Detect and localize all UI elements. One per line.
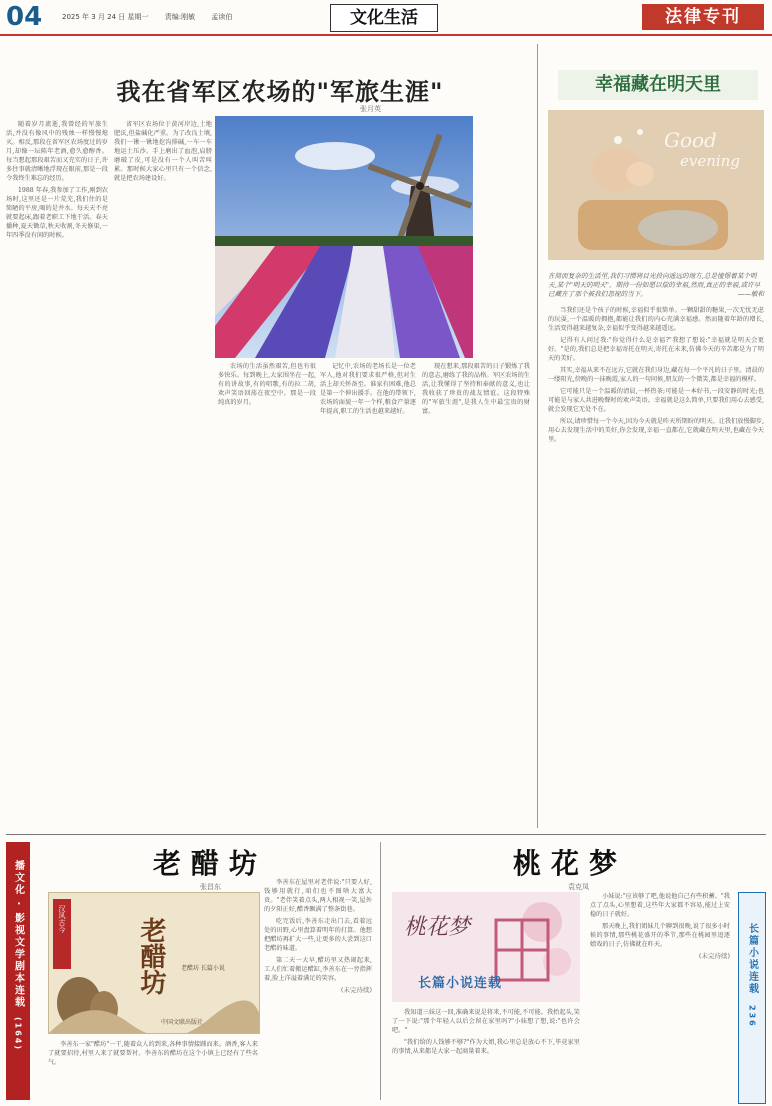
article3-paragraph: 吃完饭后,李善东走出门去,看着远处的田野,心里盘算着明年的打算。他想把醋坊再扩大一些,让更多的人尝到这口老醋的味道。 (264, 918, 372, 952)
article3-ending: (未完待续) (340, 986, 372, 994)
article4-paragraph: 小妹说:"应该够了吧,他说他自己有些积蓄。"我点了点头,心里想着,这些年大家都不容易,能过上安稳的日子就好。 (590, 893, 730, 918)
photo-overlay-word: evening (680, 152, 740, 170)
photo-overlay-word-good: Good (664, 128, 717, 152)
article1-paragraph: 现在想来,那段艰苦的日子锻炼了我的意志,磨练了我的品格。军区农场的生活,让我懂得了坚持和奉献的意义,也让我收获了珍贵的战友情谊。这段特殊的"军旅生涯",是我人生中最宝贵的财富。 (422, 363, 530, 415)
article3-sidebar (6, 842, 30, 1100)
article2-paragraph: 其实,幸福从来不在远方,它就在我们身边,藏在每一个平凡的日子里。清晨的一缕阳光,傍晚的一抹晚霞,家人的一句问候,朋友的一个微笑,都是幸福的模样。 (548, 367, 764, 383)
article4-author: 袁克凤 (568, 883, 589, 891)
article4-column-2 (590, 892, 730, 1102)
article2-paragraph: 当我们还是个孩子的时候,幸福似乎很简单。一颗甜甜的糖果,一次无忧无虑的玩耍,一个温暖的拥抱,都能让我们的内心充满幸福感。然而随着年龄的增长,生活变得越来越复杂,幸福似乎变得越来越遥远。 (548, 307, 764, 332)
issue-date: 2025 年 3 月 24 日 星期一 (62, 13, 149, 21)
article1-column-2 (114, 120, 212, 672)
article4-paragraph: 我知道三妹这一回,准确来说是将来,不可能,不可能。我抬起头,笑了一下说:"那个年轻人以后会留在家里吗?"小妹想了想,说:"也许会吧。" (392, 1009, 580, 1034)
article1-column-3 (218, 362, 316, 672)
article4-title: 桃花梦 (512, 847, 627, 880)
article4-ending: (未完待续) (698, 952, 730, 960)
article3-title: 老醋坊 (152, 847, 267, 880)
book-cover-side: 汉风古今 (58, 905, 66, 933)
article1-paragraph: 记忆中,农场的老场长是一位老军人,他对我们要求很严格,但对生活上却关怀备至。谁家有困难,他总是第一个伸出援手。在他的带领下,农场的面貌一年一个样,粮食产量逐年提高,职工的生活也越来越好。 (320, 363, 416, 415)
article3-sidebar-label: 播文化 · 影视文学剧本连载 (12, 860, 24, 1009)
article2-author: ——敏和 (737, 290, 764, 298)
column-divider (380, 842, 381, 1100)
article3-column-1 (48, 1040, 258, 1102)
article4-paragraph: "我们给的人钱够不够?"作为大姐,我心里总是放心不下,毕竟家里的事情,从来都是大家一起商量着来。 (392, 1039, 580, 1055)
article3-paragraph: 李善东在屋里对老伴说:"只要人好,钱够用就行,咱们也不图啥大富大贵。"老伴笑着点头,两人相视一笑,屋外的夕阳正好,醋香飘满了整条街巷。 (264, 879, 372, 913)
cover-art-title: 桃花梦 (404, 915, 471, 940)
article2-body (548, 306, 764, 824)
article4-sidebar-label: 长篇小说连载 (746, 923, 758, 995)
cover-art-subtitle: 长篇小说连载 (418, 976, 503, 991)
article1-paragraph: 随着岁月流逝,我曾经的军旅生活,并没有像风中的残烛一样慢慢熄灭。相反,那段在省军区农场度过的岁月,却像一坛陈年老酒,愈久愈醇香。每当想起那段艰苦而又充实的日子,许多往事就清晰地浮现在眼前,那是一段令我终生难忘的经历。 (6, 121, 108, 182)
book-cover-publisher: 中国文联出版社 (161, 1019, 204, 1026)
article1-column-1 (6, 120, 108, 672)
article1-paragraph: 1988 年春,我参加了工作,刚到农场时,这里还是一片荒芜,我们住的是简陋的平房,喝的是井水。每天天不亮就要起床,跟着老职工下地干活。春天播种,夏天锄草,秋天收割,冬天修渠,一年四季没有闲的时候。 (6, 187, 108, 239)
article4-column-1 (392, 1008, 580, 1102)
column-divider (537, 44, 538, 828)
newspaper-masthead: 法律专刊 (642, 4, 764, 30)
article1-paragraph: 省军区农场位于黄河岸边,土地肥沃,但盐碱化严重。为了改良土壤,我们一锹一锹地挖沟排碱,一车一车地运土压沙。手上磨出了血泡,肩膀磨破了皮,可是没有一个人叫苦叫累。那时候大家心里只有一个信念,就是把农场建设好。 (114, 121, 212, 182)
article4-paragraph: 那天晚上,我们姐妹几个聊到很晚,说了很多小时候的事情,那些桃花盛开的季节,那些在桃园里追逐嬉戏的日子,仿佛就在昨天。 (590, 923, 730, 948)
article1-column-4 (320, 362, 416, 672)
header-meta (62, 12, 246, 22)
article1-paragraph: 农场的生活虽然艰苦,但也有很多快乐。每到晚上,大家围坐在一起,有的讲故事,有的唱歌,有的拉二胡,欢声笑语回荡在夜空中。那是一段纯真的岁月。 (218, 363, 316, 406)
article1-author: 张月英 (360, 105, 381, 113)
article3-sidebar-issue: (164) (13, 1016, 23, 1051)
sleeping-baby-photo (548, 110, 764, 260)
article3-author: 张昌东 (200, 883, 221, 891)
article3-paragraph: 李善东一家"醋坊"一干,随着众人的到来,各种事情接踵而来。酒香,客人来了就要招待,村里人来了就要帮衬。李善东的醋坊在这个小镇上已经有了些名气。 (48, 1041, 258, 1066)
section-divider (6, 834, 766, 835)
article2-intro (548, 272, 764, 299)
tulip-windmill-photo (215, 116, 473, 358)
page-number: 04 (6, 2, 43, 32)
article2-title: 幸福藏在明天里 (558, 70, 758, 100)
proofreader-credit: 孟读伯 (211, 13, 233, 21)
article2-paragraph: 所以,请珍惜每一个今天,因为今天就是昨天所期盼的明天。让我们放慢脚步,用心去发现生活中的美好,你会发现,幸福一直都在,它就藏在明天里,也藏在今天里。 (548, 418, 764, 443)
article2-paragraph: 它可能只是一个温暖的清晨,一杯热茶;可能是一本好书,一段安静的时光;也可能是与家人共进晚餐时的欢声笑语。幸福就是这么简单,只要我们用心去感受,就会发现它无处不在。 (548, 388, 764, 413)
taohuameng-cover-image (392, 892, 580, 1002)
article1-title: 我在省军区农场的"军旅生涯" (116, 78, 444, 106)
editor-credit: 责编:刚敏 (164, 13, 196, 21)
laocufang-book-cover (48, 892, 260, 1034)
article3-paragraph: 第二天一大早,醋坊里又热闹起来,工人们忙着搬运醋缸,李善东在一旁指挥着,脸上洋溢着满足的笑容。 (264, 957, 372, 982)
article2-paragraph: 记得有人问过我:"你觉得什么是幸福?"我想了想说:"幸福就是明天会更好。"是的,我们总是把幸福寄托在明天,寄托在未来,仿佛今天的辛苦都是为了明天的美好。 (548, 337, 764, 362)
article2-intro-text: 在简而复杂的生活里,我们习惯将目光投向遥远的地方,总是憧憬着某个明天,某个"明天的明天"。期待一份如愿以偿的幸福,然而,真正的幸福,或许早已藏在了那个被我们忽视的当下。 (548, 272, 761, 298)
article4-sidebar-issue: 236 (747, 1005, 757, 1028)
article3-column-2 (264, 878, 372, 1102)
article4-sidebar (738, 892, 766, 1104)
article1-column-5 (422, 362, 530, 672)
section-title: 文化生活 (330, 4, 438, 32)
book-cover-title: 老醋坊 (136, 917, 166, 995)
book-cover-series: 老醋坊 长篇小说 (181, 965, 225, 972)
